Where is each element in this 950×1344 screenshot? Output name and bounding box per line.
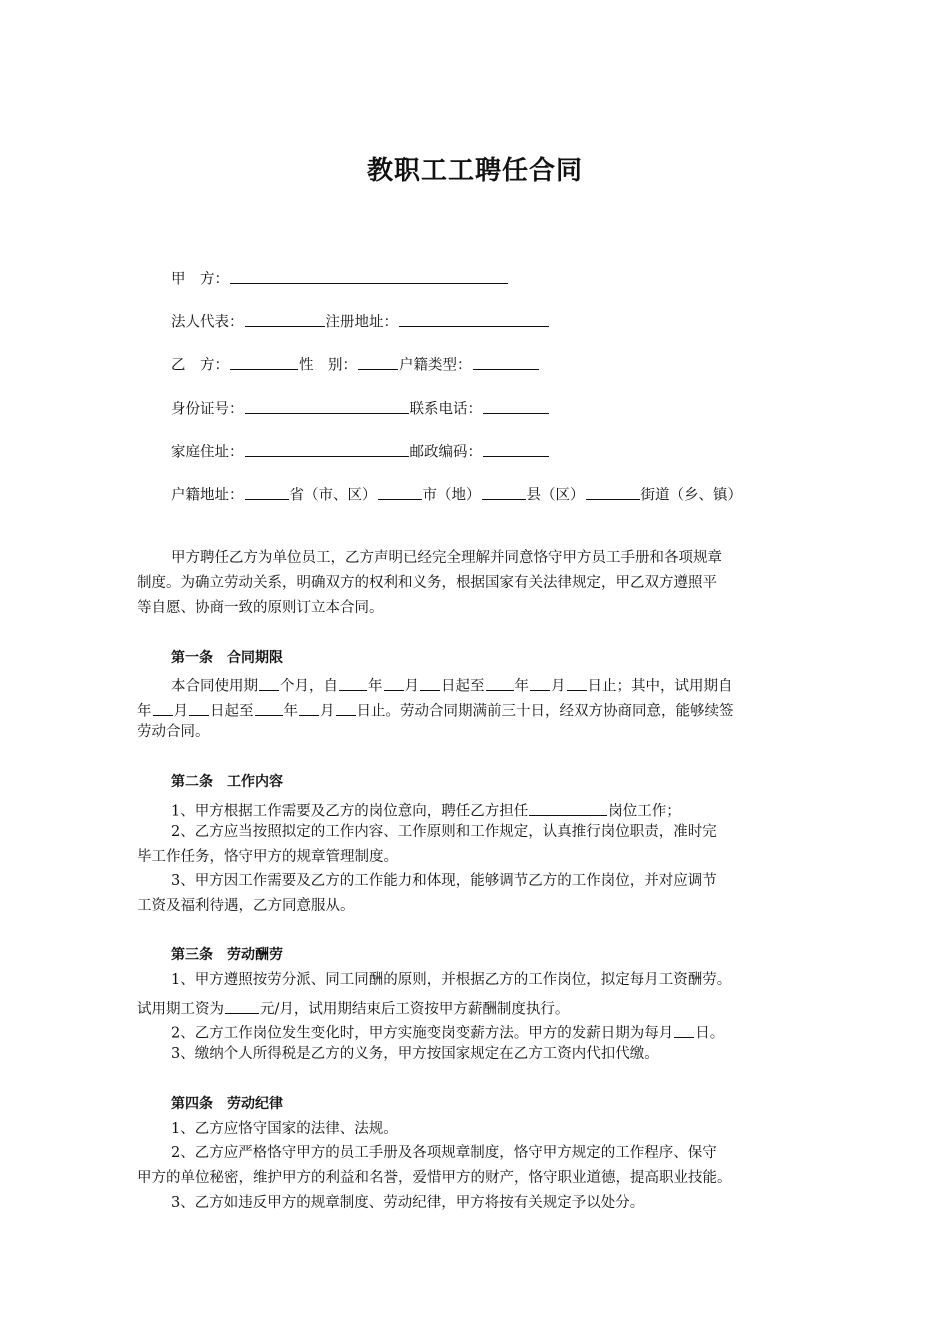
end-day-field[interactable] xyxy=(567,675,587,691)
article1-text: 日起至 xyxy=(210,703,254,720)
payday-field[interactable] xyxy=(674,1022,694,1038)
article4-item-2b: 甲方的单位秘密，维护甲方的利益和名誉，爱惜甲方的财产，恪守职业道德，提高职业技能。 xyxy=(137,1170,732,1186)
postcode-label: 邮政编码： xyxy=(409,444,482,461)
article1-text: 日起至 xyxy=(441,678,485,695)
article1-text: 日止。劳动合同期满前三十日，经双方协商同意，能够续签 xyxy=(356,703,734,720)
article1-heading: 第一条 合同期限 xyxy=(171,650,283,666)
id-number-label: 身份证号： xyxy=(171,401,244,418)
county-label: 县（区） xyxy=(526,487,585,504)
article3-text: 元/月，试用期结束后工资按甲方薪酬制度执行。 xyxy=(260,1001,570,1018)
article1-text: 月 xyxy=(551,678,566,695)
home-address-label: 家庭住址： xyxy=(171,444,244,461)
article3-heading: 第三条 劳动酬劳 xyxy=(171,947,283,963)
gender-field[interactable] xyxy=(358,354,398,370)
id-line xyxy=(171,398,550,417)
article1-text: 年 xyxy=(283,703,298,720)
article2-heading: 第二条 工作内容 xyxy=(171,774,283,790)
legal-rep-field[interactable] xyxy=(245,311,325,327)
household-address-label: 户籍地址： xyxy=(171,487,244,504)
trial-start-month-field[interactable] xyxy=(153,700,173,716)
home-address-field[interactable] xyxy=(245,441,409,457)
article1-text: 年 xyxy=(514,678,529,695)
start-year-field[interactable] xyxy=(339,675,367,691)
trial-wage-field[interactable] xyxy=(225,998,259,1014)
article1-text: 月 xyxy=(320,703,335,720)
article3-text: 试用期工资为 xyxy=(137,1001,224,1018)
article2-item-3b: 工资及福利待遇，乙方同意服从。 xyxy=(137,898,355,914)
article1-text: 本合同使用期 xyxy=(171,678,258,695)
article2-text: 1、甲方根据工作需要及乙方的岗位意向，聘任乙方担任 xyxy=(171,803,529,820)
article3-text: 2、乙方工作岗位发生变化时，甲方实施变岗变薪方法。甲方的发薪日期为每月 xyxy=(171,1025,674,1042)
party-b-field[interactable] xyxy=(230,354,298,370)
household-address-line xyxy=(171,484,742,503)
article3-item-1a: 1、甲方遵照按劳分派、同工同酬的原则，并根据乙方的工作岗位，拟定每月工资酬劳。 xyxy=(171,972,732,988)
province-field[interactable] xyxy=(245,484,289,500)
article1-text: 日止；其中，试用期自 xyxy=(587,678,733,695)
county-field[interactable] xyxy=(482,484,526,500)
city-field[interactable] xyxy=(378,484,422,500)
city-label: 市（地） xyxy=(422,487,481,504)
party-a-line xyxy=(171,268,509,287)
legal-rep-line xyxy=(171,311,550,330)
article4-item-3: 3、乙方如违反甲方的规章制度、劳动纪律，甲方将按有关规定予以处分。 xyxy=(171,1195,645,1211)
household-type-label: 户籍类型： xyxy=(399,357,472,374)
gender-label: 性 别： xyxy=(299,357,357,374)
article2-text: 岗位工作； xyxy=(608,803,681,820)
position-field[interactable] xyxy=(529,800,607,816)
party-a-field[interactable] xyxy=(230,268,508,284)
article4-heading: 第四条 劳动纪律 xyxy=(171,1096,283,1112)
article4-item-2a: 2、乙方应严格恪守甲方的员工手册及各项规章制度，恪守甲方规定的工作程序、保守 xyxy=(171,1145,717,1161)
article1-text: 月 xyxy=(404,678,419,695)
document-title: 教职工工聘任合同 xyxy=(366,156,583,186)
trial-end-day-field[interactable] xyxy=(336,700,356,716)
home-address-line xyxy=(171,441,550,460)
street-field[interactable] xyxy=(586,484,640,500)
id-number-field[interactable] xyxy=(245,398,409,414)
party-b-label: 乙 方： xyxy=(171,357,229,374)
article1-line-3: 劳动合同。 xyxy=(137,724,210,740)
article1-line-1 xyxy=(171,675,733,694)
street-label: 街道（乡、镇） xyxy=(640,487,742,504)
trial-end-month-field[interactable] xyxy=(299,700,319,716)
article1-text: 年 xyxy=(368,678,383,695)
article1-text: 年 xyxy=(137,703,152,720)
start-day-field[interactable] xyxy=(420,675,440,691)
reg-address-label: 注册地址： xyxy=(325,314,398,331)
legal-rep-label: 法人代表： xyxy=(171,314,244,331)
article1-line-2 xyxy=(137,700,734,719)
article2-item-3a: 3、甲方因工作需要及乙方的工作能力和体现，能够调节乙方的工作岗位，并对应调节 xyxy=(171,873,717,889)
preamble-line-2: 制度。为确立劳动关系，明确双方的权利和义务，根据国家有关法律规定，甲乙双方遵照平 xyxy=(137,575,717,591)
preamble-line-1: 甲方聘任乙方为单位员工，乙方声明已经完全理解并同意恪守甲方员工手册和各项规章 xyxy=(171,550,722,566)
article1-text: 月 xyxy=(173,703,188,720)
household-type-field[interactable] xyxy=(473,354,539,370)
party-a-label: 甲 方： xyxy=(171,271,229,288)
article2-item-1 xyxy=(171,800,681,819)
article2-item-2a: 2、乙方应当按照拟定的工作内容、工作原则和工作规定，认真推行岗位职责，准时完 xyxy=(171,824,717,840)
article3-item-1b xyxy=(137,998,569,1017)
article1-text: 个月，自 xyxy=(280,678,338,695)
article3-text: 日。 xyxy=(695,1025,725,1042)
province-label: 省（市、区） xyxy=(289,487,377,504)
article4-item-1: 1、乙方应恪守国家的法律、法规。 xyxy=(171,1121,398,1137)
party-b-line xyxy=(171,354,540,373)
trial-end-year-field[interactable] xyxy=(255,700,283,716)
end-month-field[interactable] xyxy=(530,675,550,691)
article3-item-2 xyxy=(171,1022,724,1041)
preamble-line-3: 等自愿、协商一致的原则订立本合同。 xyxy=(137,600,384,616)
end-year-field[interactable] xyxy=(486,675,514,691)
postcode-field[interactable] xyxy=(483,441,549,457)
reg-address-field[interactable] xyxy=(399,311,549,327)
phone-label: 联系电话： xyxy=(409,401,482,418)
article2-item-2b: 毕工作任务，恪守甲方的规章管理制度。 xyxy=(137,849,398,865)
article3-item-3: 3、缴纳个人所得税是乙方的义务，甲方按国家规定在乙方工资内代扣代缴。 xyxy=(171,1046,659,1062)
trial-start-day-field[interactable] xyxy=(189,700,209,716)
months-field[interactable] xyxy=(259,675,279,691)
phone-field[interactable] xyxy=(483,398,549,414)
start-month-field[interactable] xyxy=(384,675,404,691)
